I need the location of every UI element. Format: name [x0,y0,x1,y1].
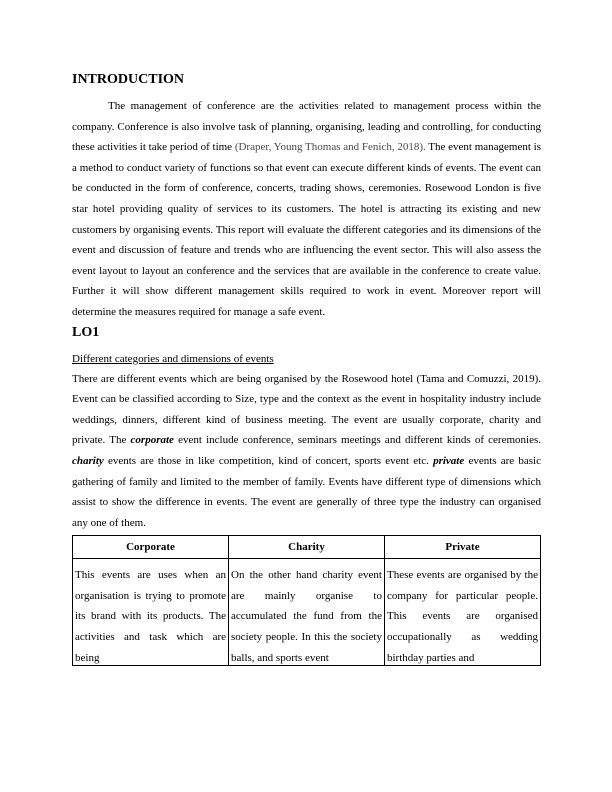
introduction-heading: INTRODUCTION [72,72,185,87]
cell-private-text: These events are organised by the company for particular people. This events are organised occupationally as wedding birthday parties and [387,569,538,664]
lo1-subheading: Different categories and dimensions of events [72,352,274,365]
lo1-heading: LO1 [72,324,100,340]
term-corporate: corporate [130,434,174,447]
lo1-text-3: events are those in like competition, kind of concert, sports event etc. [103,454,434,467]
term-private: private [433,454,465,467]
event-categories-table [72,535,541,666]
introduction-text-end: The event management is a method to conduct variety of functions so that event can execute different kinds of events. The event can be conducted in the form of conference, concerts, trading shows, ceremonies. Rosewood London is five star hotel providing quality of services to its customers. The hotel is attracting its existing and new customers by organising events. This report will evaluate the different categories and its dimensions of the event and discussion of feature and trends who are influencing the event sector. This will also assess the event layout to layout an conference and the services that are available in the conference to create value. Further it will show different management skills required to work in event. Moreover report will determine the measures required for manage a safe event. [72,141,541,318]
table-header-row [73,536,541,559]
cell-charity-text: On the other hand charity event are mainly organise to accumulated the fund from the society people. In this the society balls, and sports event [231,569,382,664]
introduction-paragraph [72,96,541,323]
cell-charity [229,559,385,666]
lo1-paragraph [72,369,541,534]
cell-corporate-text: This events are uses when an organisation is trying to promote its brand with its products. The activities and task which are being [75,569,226,664]
lo1-text-2: event include conference, seminars meetings and different kinds of ceremonies. [173,434,541,447]
cell-private [385,559,541,666]
lo1-text-4: events are basic gathering of family and limited to the member of family. Events have different type of dimensions which assist to show the difference in events. The event are generally of three type the industry can organised any one of them. [72,454,541,529]
lo1-text-1: There are different events which are being organised by the Rosewood hotel (Tama and Comuzzi, 2019). Event can be classified according to Size, type and the context as the event in hospitality industry include weddings, dinners, different kind of business meeting. The event are usually corporate, charity and private. The [72,372,541,447]
introduction-text-start: The management of conference are the activities related to management process within the company. Conference is also involve task of planning, organising, leading and controlling, for conducting these activities it take period of time [72,100,541,154]
introduction-citation: (Draper, Young Thomas and Fenich, 2018). [234,141,426,154]
table-row [73,559,541,666]
header-charity: Charity [229,536,385,559]
term-charity: charity [72,454,104,467]
document-page [72,70,541,666]
header-private: Private [385,536,541,559]
header-corporate: Corporate [73,536,229,559]
cell-corporate [73,559,229,666]
